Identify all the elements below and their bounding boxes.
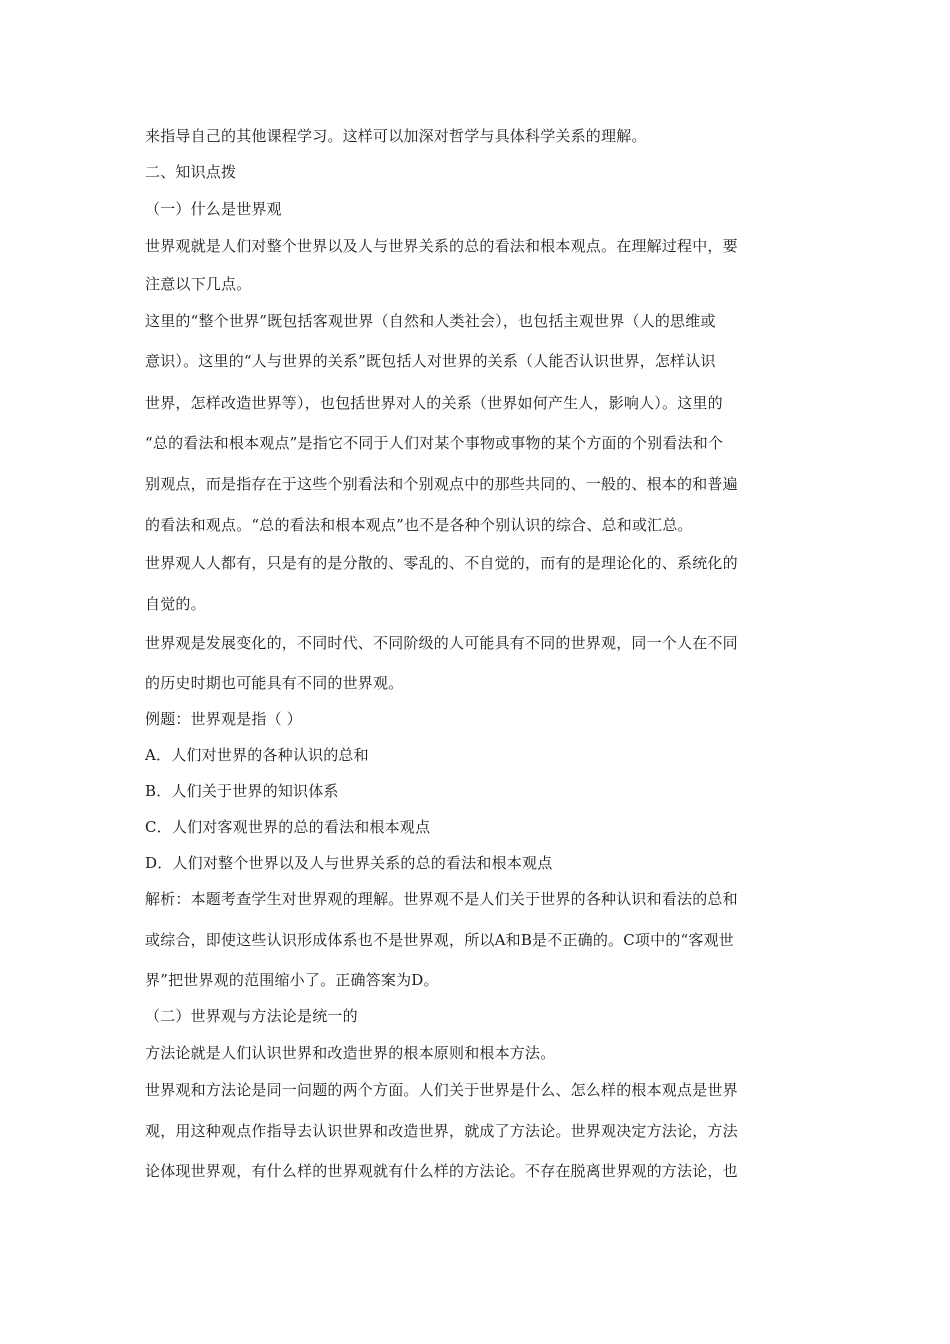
- section-heading: 二、知识点拨: [145, 163, 237, 181]
- paragraph-line: 这里的“整个世界”既包括客观世界（自然和人类社会），也包括主观世界（人的思维或: [145, 312, 716, 330]
- paragraph-line: 来指导自己的其他课程学习。这样可以加深对哲学与具体科学关系的理解。: [145, 127, 647, 145]
- analysis-line: 解析：本题考查学生对世界观的理解。世界观不是人们关于世界的各种认识和看法的总和: [145, 890, 738, 908]
- paragraph-line: 世界观和方法论是同一问题的两个方面。人们关于世界是什么、怎么样的根本观点是世界: [145, 1081, 738, 1099]
- paragraph-line: 世界观是发展变化的，不同时代、不同阶级的人可能具有不同的世界观，同一个人在不同: [145, 634, 738, 652]
- subsection-heading: （二）世界观与方法论是统一的: [145, 1007, 358, 1025]
- paragraph-line: 世界观人人都有，只是有的是分散的、零乱的、不自觉的，而有的是理论化的、系统化的: [145, 554, 738, 572]
- paragraph-line: 意识）。这里的“人与世界的关系”既包括人对世界的关系（人能否认识世界，怎样认识: [145, 352, 716, 370]
- paragraph-line: 世界观就是人们对整个世界以及人与世界关系的总的看法和根本观点。在理解过程中，要: [145, 237, 738, 255]
- option-d: D．人们对整个世界以及人与世界关系的总的看法和根本观点: [145, 854, 553, 872]
- paragraph-line: 的看法和观点。“总的看法和根本观点”也不是各种个别认识的综合、总和或汇总。: [145, 516, 693, 534]
- paragraph-line: 自觉的。: [145, 595, 206, 613]
- option-a: A．人们对世界的各种认识的总和: [145, 746, 369, 764]
- paragraph-line: “总的看法和根本观点”是指它不同于人们对某个事物或事物的某个方面的个别看法和个: [145, 434, 724, 452]
- paragraph-line: 方法论就是人们认识世界和改造世界的根本原则和根本方法。: [145, 1044, 556, 1062]
- paragraph-line: 论体现世界观，有什么样的世界观就有什么样的方法论。不存在脱离世界观的方法论，也: [145, 1162, 738, 1180]
- paragraph-line: 的历史时期也可能具有不同的世界观。: [145, 674, 404, 692]
- paragraph-line: 别观点，而是指存在于这些个别看法和个别观点中的那些共同的、一般的、根本的和普遍: [145, 475, 738, 493]
- paragraph-line: 注意以下几点。: [145, 275, 252, 293]
- option-b: B．人们关于世界的知识体系: [145, 782, 339, 800]
- paragraph-line: 观，用这种观点作指导去认识世界和改造世界，就成了方法论。世界观决定方法论，方法: [145, 1122, 738, 1140]
- analysis-line: 界”把世界观的范围缩小了。正确答案为D。: [145, 971, 439, 989]
- paragraph-line: 世界，怎样改造世界等），也包括世界对人的关系（世界如何产生人，影响人）。这里的: [145, 394, 723, 412]
- example-question: 例题：世界观是指（ ）: [145, 710, 302, 728]
- subsection-heading: （一）什么是世界观: [145, 200, 282, 218]
- option-c: C．人们对客观世界的总的看法和根本观点: [145, 818, 431, 836]
- analysis-line: 或综合，即使这些认识形成体系也不是世界观，所以A和B是不正确的。C项中的“客观世: [145, 931, 735, 949]
